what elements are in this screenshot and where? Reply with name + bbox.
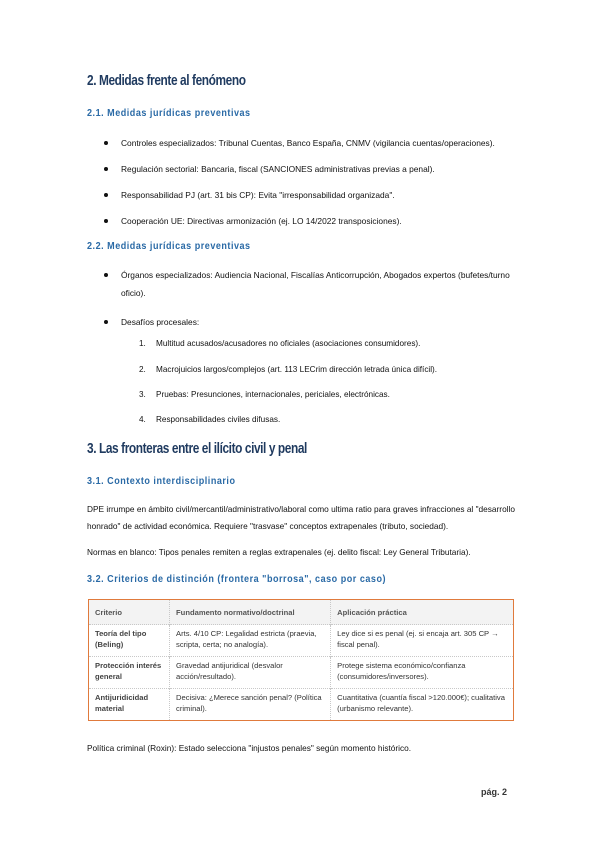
bullet-icon xyxy=(104,193,108,197)
table-row xyxy=(89,625,513,657)
table-cell: Teoría del tipo (Beling) xyxy=(89,625,170,657)
table-cell: Protección interés general xyxy=(89,657,170,689)
bullet-icon xyxy=(104,320,108,324)
section-2-1-heading: 2.1. Medidas jurídicas preventivas xyxy=(87,107,251,119)
table-cell: Cuantitativa (cuantía fiscal >120.000€); cualitativa (urbanismo relevante). xyxy=(331,689,513,720)
criteria-table xyxy=(88,599,514,721)
bullet-icon xyxy=(104,167,108,171)
table-row xyxy=(89,689,513,720)
bullet-icon xyxy=(104,141,108,145)
bullet-icon xyxy=(104,219,108,223)
table-cell: Protege sistema económico/confianza (consumidores/inversores). xyxy=(331,657,513,689)
paragraph: DPE irrumpe en ámbito civil/mercantil/administrativo/laboral como ultima ratio para graves infracciones al "desarrollo honrado" de actividad económica. Requiere "trasvase" conceptos extrapenales (tributo, sociedad). xyxy=(87,504,515,531)
column-header: Aplicación práctica xyxy=(331,600,513,625)
table-cell: Arts. 4/10 CP: Legalidad estricta (praevia, scripta, certa; no analogía). xyxy=(170,625,331,657)
table-cell: Decisiva: ¿Merece sanción penal? (Política criminal). xyxy=(170,689,331,720)
section-2-2-heading: 2.2. Medidas jurídicas preventivas xyxy=(87,240,251,252)
section-3-heading: 3. Las fronteras entre el ilícito civil y penal xyxy=(87,441,307,457)
table-cell: Antijuridicidad material xyxy=(89,689,170,720)
column-header: Criterio xyxy=(89,600,170,625)
column-header: Fundamento normativo/doctrinal xyxy=(170,600,331,625)
section-2-heading: 2. Medidas frente al fenómeno xyxy=(87,73,246,89)
table-header-row xyxy=(89,600,513,625)
paragraph: Política criminal (Roxin): Estado selecciona "injustos penales" según momento histórico. xyxy=(87,743,412,753)
table-row xyxy=(89,657,513,689)
page-number: pág. 2 xyxy=(481,787,508,797)
table-cell: Gravedad antijuridical (desvalor acción/resultado). xyxy=(170,657,331,689)
bullet-icon xyxy=(104,273,108,277)
section-3-2-heading: 3.2. Criterios de distinción (frontera "borrosa", caso por caso) xyxy=(87,573,387,585)
table-cell: Ley dice si es penal (ej. si encaja art. 305 CP → fiscal penal). xyxy=(331,625,513,657)
document-page: 2. Medidas frente al fenómeno 2.1. Medidas jurídicas preventivas Controles especializados: Tribunal Cuentas, Banco España, CNMV (vigilancia cuentas/operaciones). Regulación sectorial: Bancaria, fiscal (SANCIONES administrativas previas a penal). Responsabilidad PJ (art. 31 bis CP): Evita "irresponsabilidad organizada". Cooperación UE: Directivas armonización (ej. LO 14/2022 transposiciones). 2.2. Medidas jurídicas preventivas Órganos especializados: Audiencia Nacional, Fiscalías Anticorrupción, Abogados expertos (bufetes/turno oficio). Desafíos procesales: 1. Multitud acusados/acusadores no oficiales (asociaciones consumidores). 2. Macrojuicios largos/complejos (art. 113 LECrim dirección letrada única difícil). 3. Pruebas: Presunciones, internacionales, periciales, electrónicas. 4. Responsabilidades civiles difusas. 3. Las fronteras entre el ilícito civil y penal 3.1. Contexto interdisciplinario DPE irrumpe en ámbito civil/mercantil/administrativo/laboral como ultima ratio para graves infracciones al "desarrollo honrado" de actividad económica. Requiere "trasvase" conceptos extrapenales (tributo, sociedad). Normas en blanco: Tipos penales remiten a reglas extrapenales (ej. delito fiscal: Ley General Tributaria). 3.2. Criterios de distinción (frontera "borrosa", caso por caso) Criterio Fundamento normativo/doctrinal Aplicación práctica Teoría del tipo (Beling) Arts. 4/10 CP: Legalidad estricta (praevia, scripta, certa; no analogía). Ley dice si es penal (ej. si encaja art. 305 CP → fiscal penal). Protección interés general Gravedad antijuridical (desvalor acción/resultado). Protege sistema económico/confianza (consumidores/inversores). Antijuridicidad material Decisiva: ¿Merece sanción penal? (Política criminal). Cuantitativa (cuantía fiscal >120.000€); cualitativa (urbanismo relevante). Política criminal (Roxin): Estado selecciona "injustos penales" según momento histórico. pág. 2 xyxy=(87,73,515,797)
section-3-1-heading: 3.1. Contexto interdisciplinario xyxy=(87,475,236,487)
paragraph: Normas en blanco: Tipos penales remiten a reglas extrapenales (ej. delito fiscal: Ley General Tributaria). xyxy=(87,547,471,557)
